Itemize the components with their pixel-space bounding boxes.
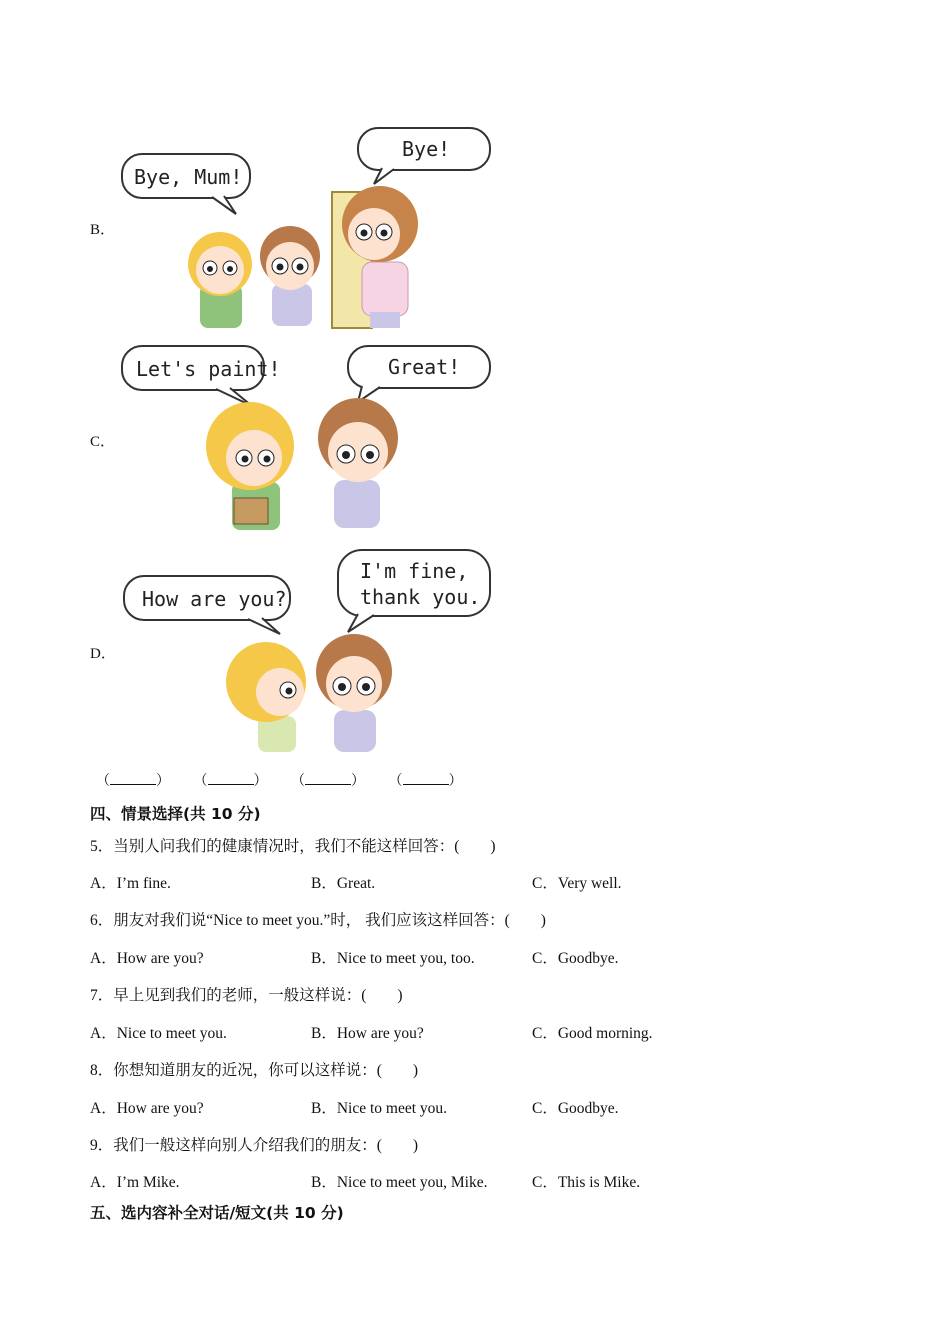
bubble-text-im-fine: I'm fine, [360, 559, 469, 583]
answer-blank-2[interactable]: （ ） [194, 770, 268, 790]
option-letter-d: D． [90, 646, 116, 662]
answer-blank-3[interactable]: （ ） [291, 770, 365, 790]
picture-d [112, 548, 494, 754]
q7-choice-c[interactable]: C．Good morning. [532, 1025, 653, 1042]
question-5: 5．当别人问我们的健康情况时，我们不能这样回答：( ) [90, 838, 496, 855]
speech-bubble-left [124, 576, 290, 634]
option-letter-b: B． [90, 222, 116, 238]
speech-bubble-right [338, 550, 490, 632]
paint-box [234, 498, 268, 524]
bubble-text-lets-paint: Let's paint! [136, 357, 281, 381]
bubble-text-bye: Bye! [402, 137, 451, 161]
q7-choice-a[interactable]: A．Nice to meet you. [90, 1025, 227, 1042]
speech-bubble-left [122, 346, 281, 406]
section-5-title: 五、选内容补全对话/短文(共 10 分) [90, 1204, 344, 1222]
question-6: 6．朋友对我们说“Nice to meet you.”时， 我们应该这样回答：( ) [90, 912, 546, 929]
boy-figure [260, 226, 320, 326]
option-letter-c: C． [90, 434, 116, 450]
answer-blank-4[interactable]: （ ） [389, 770, 463, 790]
bubble-text-great: Great! [388, 355, 461, 379]
q8-choice-c[interactable]: C．Goodbye. [532, 1100, 619, 1117]
bubble-text-how-are-you: How are you? [142, 587, 287, 611]
bubble-text-bye-mum: Bye, Mum! [134, 165, 243, 189]
speech-bubble-right [358, 128, 490, 184]
girl-figure [226, 642, 306, 752]
picture-b [112, 124, 494, 330]
girl-figure [188, 232, 252, 328]
q6-choice-b[interactable]: B．Nice to meet you, too. [311, 950, 475, 967]
q5-choice-c[interactable]: C．Very well. [532, 875, 622, 892]
question-8: 8．你想知道朋友的近况，你可以这样说：( ) [90, 1062, 419, 1079]
answer-blanks [96, 770, 483, 790]
q9-choice-a[interactable]: A．I’m Mike. [90, 1174, 180, 1191]
q9-choice-b[interactable]: B．Nice to meet you, Mike. [311, 1174, 488, 1191]
q8-choice-b[interactable]: B．Nice to meet you. [311, 1100, 448, 1117]
answer-blank-1[interactable]: （ ） [96, 770, 170, 790]
girl-figure [206, 402, 294, 530]
question-9: 9．我们一般这样向别人介绍我们的朋友：( ) [90, 1137, 419, 1154]
bubble-text-thank-you: thank you. [360, 585, 481, 609]
q8-choice-a[interactable]: A．How are you? [90, 1100, 204, 1117]
q7-choice-b[interactable]: B．How are you? [311, 1025, 424, 1042]
q6-choice-c[interactable]: C．Goodbye. [532, 950, 619, 967]
section-4-title: 四、情景选择(共 10 分) [90, 805, 261, 823]
q6-choice-a[interactable]: A．How are you? [90, 950, 204, 967]
boy-figure [318, 398, 398, 528]
speech-bubble-right [348, 346, 490, 402]
q5-choice-b[interactable]: B．Great. [311, 875, 376, 892]
boy-figure [316, 634, 392, 752]
q5-choice-a[interactable]: A．I’m fine. [90, 875, 171, 892]
picture-c [112, 342, 494, 534]
question-7: 7．早上见到我们的老师，一般这样说：( ) [90, 987, 403, 1004]
q9-choice-c[interactable]: C．This is Mike. [532, 1174, 641, 1191]
speech-bubble-left [122, 154, 250, 214]
